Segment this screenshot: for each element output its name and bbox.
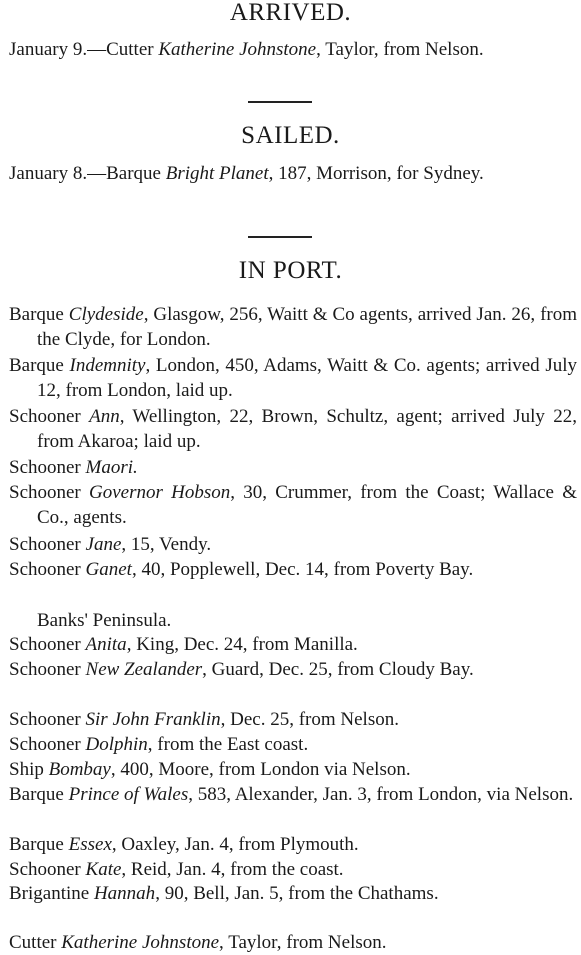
in-port-entry <box>9 608 577 633</box>
entry-details: , 30, Crummer, from the Coast; Wallace & Co., agents. <box>37 482 577 528</box>
vessel-name: Bright Planet <box>165 163 269 184</box>
sailed-heading: SAILED. <box>241 122 340 149</box>
entry-details: , Taylor, from Nelson. <box>316 39 484 60</box>
in-port-entry <box>9 732 577 757</box>
section-divider <box>248 101 312 103</box>
entry-details: , 583, Alexander, Jan. 3, from London, via Nelson. <box>188 784 574 805</box>
entry-lead: Schooner <box>9 634 86 655</box>
entry-lead: Barque <box>9 355 70 376</box>
entry-details: , 400, Moore, from London via Nelson. <box>110 759 411 780</box>
entry-details: , from the East coast. <box>147 734 309 755</box>
entry-details: , Taylor, from Nelson. <box>219 932 387 953</box>
entry-details: , 187, Morrison, for Sydney. <box>268 163 484 184</box>
entry-details: , 40, Popplewell, Dec. 14, from Poverty Bay. <box>131 559 474 580</box>
in-port-entry <box>9 532 577 557</box>
entry-lead: Schooner <box>9 659 86 680</box>
entry-details: , 15, Vendy. <box>121 534 212 555</box>
in-port-entry <box>9 302 577 352</box>
entry-lead: January 8.—Barque <box>9 163 166 184</box>
in-port-entry <box>9 557 577 582</box>
vessel-name: Clydeside <box>68 304 144 325</box>
vessel-name: New Zealander <box>85 659 203 680</box>
arrived-heading: ARRIVED. <box>229 0 352 26</box>
vessel-name: Anita <box>85 634 127 655</box>
vessel-name: Katherine Johnstone <box>61 932 220 953</box>
entry-lead: Brigantine <box>9 883 94 904</box>
entry-details: , Wellington, 22, Brown, Schultz, agent; arrived July 22, from Akaroa; laid up. <box>37 406 577 452</box>
in-port-entry <box>9 881 577 906</box>
vessel-name: Ann <box>89 406 120 427</box>
entry-lead: January 9.—Cutter <box>9 39 159 60</box>
in-port-entry <box>9 657 577 682</box>
entry-lead: Schooner <box>9 534 86 555</box>
in-port-entry <box>9 857 577 882</box>
entry-lead: Schooner <box>9 859 86 880</box>
vessel-name: Prince of Wales <box>68 784 189 805</box>
in-port-entry <box>9 480 577 530</box>
entry-lead: Banks' Peninsula. <box>37 610 172 631</box>
entry-details: , Glasgow, 256, Waitt & Co agents, arrived Jan. 26, from the Clyde, for London. <box>37 304 577 350</box>
vessel-name: Sir John Franklin <box>85 709 221 730</box>
in-port-entry <box>9 455 577 480</box>
entry-lead: Cutter <box>9 932 62 953</box>
entry-lead: Schooner <box>9 457 86 478</box>
in-port-entry <box>9 707 577 732</box>
entry-details: , Oaxley, Jan. 4, from Plymouth. <box>111 834 359 855</box>
entry-details: , Guard, Dec. 25, from Cloudy Bay. <box>202 659 474 680</box>
vessel-name: Hannah <box>93 883 156 904</box>
vessel-name: Kate <box>85 859 122 880</box>
in-port-entry <box>9 832 577 857</box>
entry-lead: Schooner <box>9 482 89 503</box>
vessel-name: Ganet <box>85 559 132 580</box>
entry-details: , King, Dec. 24, from Manilla. <box>126 634 358 655</box>
vessel-name: Governor Hobson <box>89 482 231 503</box>
entry-lead: Schooner <box>9 559 86 580</box>
vessel-name: Katherine Johnstone <box>158 39 317 60</box>
vessel-name: Essex <box>68 834 112 855</box>
entry-details: , London, 450, Adams, Waitt & Co. agents; arrived July 12, from London, laid up. <box>37 355 577 401</box>
entry-lead: Schooner <box>9 406 90 427</box>
vessel-name: Indemnity <box>69 355 146 376</box>
entry-lead: Barque <box>9 304 69 325</box>
vessel-name: Maori. <box>85 457 138 478</box>
in-port-entry <box>9 930 577 955</box>
sailed-entry <box>9 161 577 186</box>
in-port-entry <box>9 404 577 454</box>
entry-details: , Dec. 25, from Nelson. <box>220 709 399 730</box>
vessel-name: Dolphin <box>85 734 148 755</box>
entry-lead: Barque <box>9 784 69 805</box>
arrived-entry <box>9 37 577 62</box>
entry-lead: Ship <box>9 759 49 780</box>
entry-details: , Reid, Jan. 4, from the coast. <box>121 859 344 880</box>
entry-details: , 90, Bell, Jan. 5, from the Chathams. <box>155 883 439 904</box>
in-port-entry <box>9 757 577 782</box>
vessel-name: Bombay <box>48 759 111 780</box>
in-port-entry <box>9 632 577 657</box>
entry-lead: Schooner <box>9 734 86 755</box>
entry-lead: Barque <box>9 834 69 855</box>
in-port-entry <box>9 353 577 403</box>
in-port-entry <box>9 782 577 807</box>
vessel-name: Jane <box>85 534 122 555</box>
section-divider <box>248 236 312 238</box>
in-port-heading: IN PORT. <box>238 257 343 284</box>
entry-lead: Schooner <box>9 709 86 730</box>
